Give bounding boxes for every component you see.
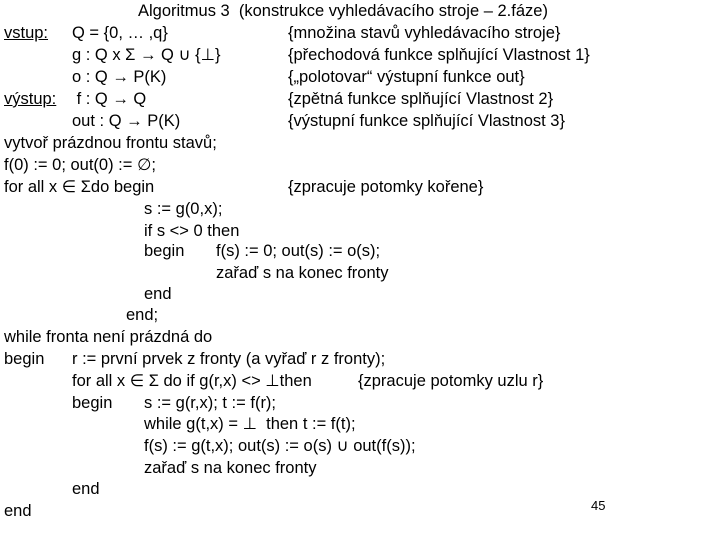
code-line: zařaď s na konec fronty <box>144 459 317 477</box>
code-line: if s <> 0 then <box>144 222 240 240</box>
input-g-comment: {přechodová funkce splňující Vlastnost 1} <box>288 46 590 64</box>
code-line: while g(t,x) = ⊥ then t := f(t); <box>144 415 356 433</box>
code-line: s := g(0,x); <box>144 200 223 218</box>
input-g: g : Q x Σ → Q ∪ {⊥} <box>72 46 221 64</box>
code-line: begin <box>144 242 185 260</box>
input-o: o : Q → P(K) <box>72 68 167 86</box>
code-line: begin <box>4 350 45 368</box>
output-out: out : Q → P(K) <box>72 112 181 130</box>
output-label: výstup: <box>4 90 57 108</box>
code-comment: {zpracuje potomky uzlu r} <box>358 372 544 390</box>
code-line: vytvoř prázdnou frontu stavů; <box>4 134 217 152</box>
code-line: f(s) := g(t,x); out(s) := o(s) ∪ out(f(s)); <box>144 437 416 455</box>
input-label: vstup: <box>4 24 49 42</box>
code-line: end <box>144 285 172 303</box>
slide-title: Algoritmus 3 (konstrukce vyhledávacího stroje – 2.fáze) <box>138 2 548 20</box>
code-line: f(s) := 0; out(s) := o(s); <box>216 242 381 260</box>
code-line: begin <box>72 394 113 412</box>
code-line: for all x ∈ Σ do if g(r,x) <> ⊥then <box>72 372 312 390</box>
code-line: f(0) := 0; out(0) := ∅; <box>4 156 156 174</box>
code-line: end; <box>126 306 159 324</box>
output-f: f : Q → Q <box>72 90 147 108</box>
input-q: Q = {0, … ,q} <box>72 24 168 42</box>
code-line: end <box>4 502 32 520</box>
code-line: s := g(r,x); t := f(r); <box>144 394 277 412</box>
output-out-comment: {výstupní funkce splňující Vlastnost 3} <box>288 112 565 130</box>
input-o-comment: {„polotovar“ výstupní funkce out} <box>288 68 525 86</box>
input-q-comment: {množina stavů vyhledávacího stroje} <box>288 24 561 42</box>
page-number: 45 <box>591 498 606 513</box>
code-comment: {zpracuje potomky kořene} <box>288 178 484 196</box>
code-line: r := první prvek z fronty (a vyřaď r z fronty); <box>72 350 386 368</box>
output-f-comment: {zpětná funkce splňující Vlastnost 2} <box>288 90 554 108</box>
code-line: zařaď s na konec fronty <box>216 264 389 282</box>
code-line: for all x ∈ Σdo begin <box>4 178 155 196</box>
code-line: end <box>72 480 100 498</box>
code-line: while fronta není prázdná do <box>4 328 213 346</box>
